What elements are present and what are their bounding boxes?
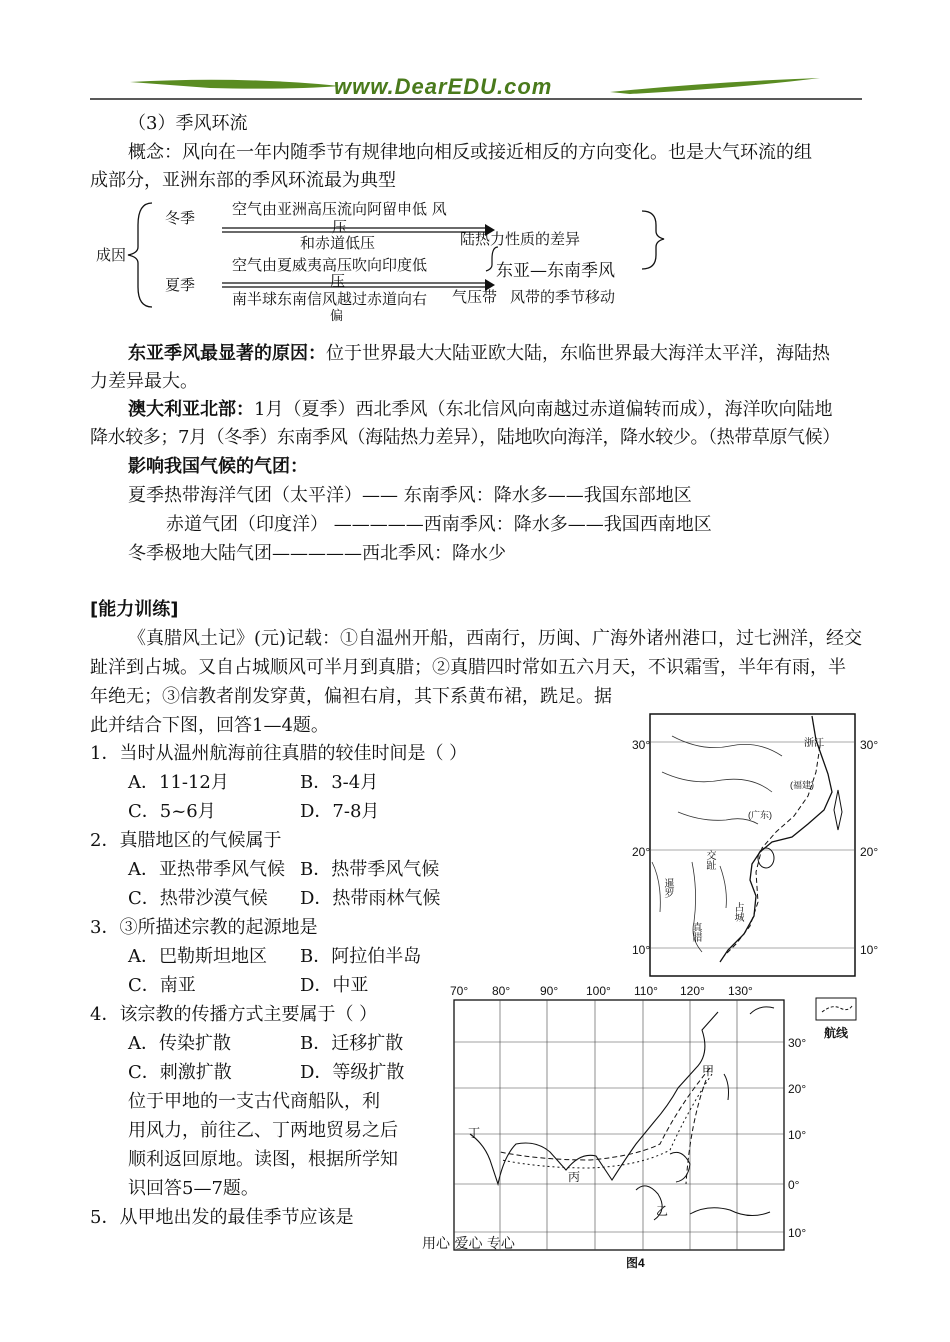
winter-line-1b: 压 [332, 218, 348, 236]
para2-line-4: 识回答5—7题。 [128, 1178, 259, 1199]
route-map [632, 712, 857, 978]
training-intro-3: 年绝无；③信教者削发穿黄，偏袒右肩，其下系黄布裙，跣足。据 [90, 686, 612, 707]
lat-20: 20° [788, 1082, 807, 1096]
map1-lat-10: 10° [632, 943, 651, 957]
map1-guangdong: (广东) [748, 810, 772, 820]
summer-line-1: 空气由夏威夷高压吹向印度低 [232, 256, 428, 274]
lat-0: 0° [788, 1178, 800, 1192]
map1-lat-20: 20° [632, 845, 651, 859]
legend-route: 航线 [824, 1026, 849, 1040]
question-1-option-c[interactable]: C．5~6月 [128, 801, 216, 822]
air-mass-title: 影响我国气候的气团： [128, 456, 308, 477]
australia-label: 澳大利亚北部： [128, 399, 254, 420]
question-4-option-c[interactable]: C．刺激扩散 [128, 1062, 232, 1083]
concept-line-2: 成部分，亚洲东部的季风环流最为典型 [90, 170, 396, 191]
training-intro-4: 此并结合下图，回答1—4题。 [90, 715, 329, 736]
lat-10n: 10° [788, 1128, 807, 1142]
air-mass-line-3: 冬季极地大陆气团—————西北季风：降水少 [128, 543, 506, 564]
lat-10s: 10° [788, 1226, 807, 1240]
map1-jiaozhi: 交趾 [704, 850, 715, 870]
para2-line-2: 用风力，前往乙、丁两地贸易之后 [128, 1120, 398, 1141]
place-ding: 丁 [468, 1126, 481, 1140]
question-3-option-a[interactable]: A．巴勒斯坦地区 [128, 946, 267, 967]
training-title: [能力训练] [90, 599, 179, 620]
question-3-option-c[interactable]: C．南亚 [128, 975, 196, 996]
map1-lat-30-right: 30° [860, 738, 879, 752]
route-map-drawing [632, 712, 857, 978]
map1-siam: 暹罗 [662, 878, 673, 898]
winter-line-2: 和赤道低压 [300, 234, 376, 252]
question-4-option-d[interactable]: D．等级扩散 [300, 1062, 405, 1083]
trade-route-map [440, 984, 860, 1274]
australia-text-1: 1月（夏季）西北季风（东北信风向南越过赤道偏转而成），海洋吹向陆地 [254, 399, 833, 420]
lon-110: 110° [634, 984, 658, 998]
winter-line-1: 空气由亚洲高压流向阿留申低 风 [232, 200, 447, 218]
question-1-option-a[interactable]: A．11-12月 [128, 772, 229, 793]
map1-lat-30: 30° [632, 738, 651, 752]
lon-90: 90° [540, 984, 559, 998]
air-mass-line-1: 夏季热带海洋气团（太平洋）—— 东南季风：降水多——我国东部地区 [128, 485, 692, 506]
map1-lat-20-right: 20° [860, 845, 879, 859]
header-url[interactable]: www.DearEDU.com [334, 74, 553, 99]
east-asia-reason-text-1: 位于世界最大大陆亚欧大陆，东临世界最大海洋太平洋，海陆热 [326, 343, 830, 364]
winter-label: 冬季 [165, 209, 196, 227]
training-intro-1: 《真腊风土记》(元)记载：①自温州开船，西南行，历闽、广海外诸州港口，过七洲洋，经交 [128, 628, 863, 649]
east-asia-reason [128, 340, 830, 368]
question-1-option-d[interactable]: D．7-8月 [300, 801, 380, 822]
belt-move-label: 风带的季节移动 [510, 288, 616, 306]
para2-line-3: 顺利返回原地。读图，根据所学知 [128, 1149, 398, 1170]
question-2-stem: 2．真腊地区的气候属于 [90, 830, 282, 851]
summer-label: 夏季 [165, 276, 196, 294]
question-4-stem: 4．该宗教的传播方式主要属于（ ） [90, 1004, 378, 1025]
section-title: （3）季风环流 [128, 113, 248, 134]
lon-70: 70° [450, 984, 469, 998]
australia-paragraph [128, 396, 832, 424]
question-2-option-d[interactable]: D．热带雨林气候 [300, 888, 441, 909]
east-asia-monsoon-label: 东亚—东南季风 [496, 261, 615, 281]
lon-80: 80° [492, 984, 511, 998]
australia-text-2: 降水较多；7月（冬季）东南季风（海陆热力差异），陆地吹向海洋，降水较少。（热带草原气候） [90, 427, 840, 448]
summer-line-1b: 压 [330, 272, 346, 290]
question-2-option-c[interactable]: C．热带沙漠气候 [128, 888, 268, 909]
question-4-option-a[interactable]: A．传染扩散 [128, 1033, 231, 1054]
training-intro-2: 趾洋到占城。又自占城顺风可半月到真腊；②真腊四时常如五六月天，不识霜雪，半年有雨，半 [90, 657, 846, 678]
map1-fujian: (福建) [790, 780, 814, 790]
place-yi: 乙 [656, 1204, 669, 1218]
concept-line-1: 概念：风向在一年内随季节有规律地向相反或接近相反的方向变化。也是大气环流的组 [128, 142, 812, 163]
footer-text: 用心 爱心 专心 [422, 1236, 515, 1252]
question-3-stem: 3．③所描述宗教的起源地是 [90, 917, 318, 938]
map1-zhejiang: 浙江 [804, 738, 824, 749]
lon-120: 120° [680, 984, 705, 998]
map1-lat-10-right: 10° [860, 943, 879, 957]
cause-label: 成因 [96, 246, 127, 264]
lon-130: 130° [728, 984, 753, 998]
question-3-option-b[interactable]: B．阿拉伯半岛 [300, 946, 422, 967]
para2-line-1: 位于甲地的一支古代商船队，利 [128, 1091, 380, 1112]
east-asia-reason-text-2: 力差异最大。 [90, 371, 198, 392]
question-1-option-b[interactable]: B．3-4月 [300, 772, 379, 793]
map1-zhancheng: 占城 [732, 902, 743, 922]
question-1-stem: 1．当时从温州航海前往真腊的较佳时间是（ ） [90, 743, 468, 764]
summer-line-2b: 偏 [330, 309, 344, 324]
lon-100: 100° [586, 984, 611, 998]
air-mass-line-2: 赤道气团（印度洋） —————西南季风：降水多——我国西南地区 [166, 514, 712, 535]
question-5-stem: 5．从甲地出发的最佳季节应该是 [90, 1207, 354, 1228]
land-sea-label: 陆热力性质的差异 [460, 230, 581, 248]
map1-zhenla: 真腊 [690, 922, 701, 942]
question-2-option-b[interactable]: B．热带季风气候 [300, 859, 440, 880]
place-bing: 丙 [568, 1170, 581, 1184]
question-2-option-a[interactable]: A．亚热带季风气候 [128, 859, 285, 880]
question-3-option-d[interactable]: D．中亚 [300, 975, 369, 996]
map2-caption: 图4 [626, 1256, 645, 1270]
place-jia: 甲 [702, 1064, 715, 1078]
east-asia-reason-label: 东亚季风最显著的原因： [128, 343, 326, 364]
summer-line-2: 南半球东南信风越过赤道向右 [232, 290, 428, 308]
lat-30: 30° [788, 1036, 807, 1050]
question-4-option-b[interactable]: B．迁移扩散 [300, 1033, 404, 1054]
summer-line-2c: 气压带 [452, 288, 498, 306]
